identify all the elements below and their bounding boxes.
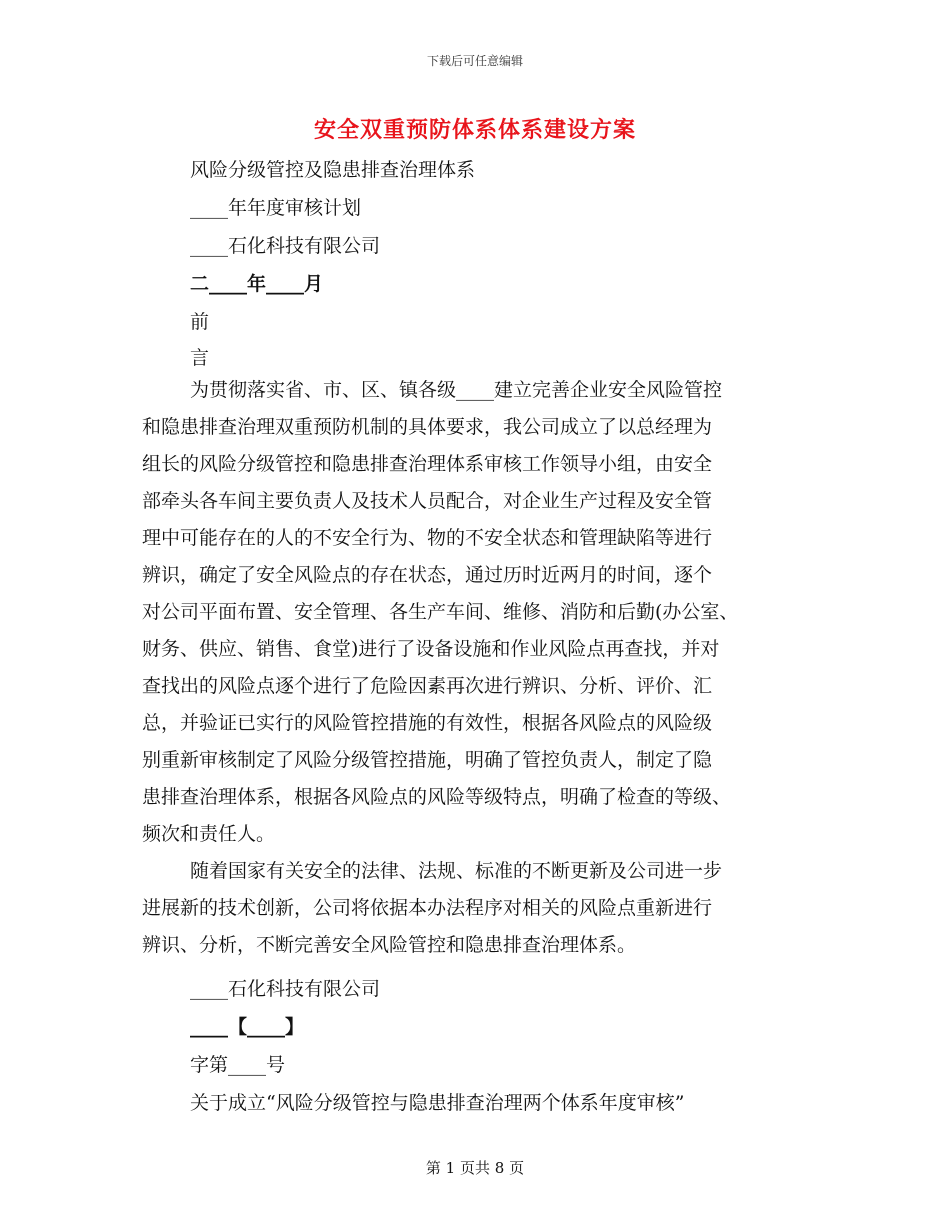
paragraph-line: 频次和责任人。	[142, 823, 276, 845]
paragraph-line: 随着国家有关安全的法律、法规、标准的不断更新及公司进一步	[190, 860, 723, 882]
page-footer: 第 1 页共 8 页	[425, 1159, 525, 1177]
preface-paragraph-1	[142, 372, 807, 853]
reference-number: 字第____号	[190, 1054, 286, 1076]
paragraph-line: 辨识，确定了安全风险点的存在状态，通过历时近两月的时间，逐个	[142, 564, 713, 586]
date-line: 二____年____月	[190, 273, 324, 295]
paragraph-line: 财务、供应、销售、食堂)进行了设备设施和作业风险点再查找，并对	[142, 638, 720, 660]
paragraph-line: 别重新审核制定了风险分级管控措施，明确了管控负责人，制定了隐	[142, 749, 713, 771]
paragraph-line: 为贯彻落实省、市、区、镇各级____建立完善企业安全风险管控	[190, 379, 723, 401]
subtitle-system: 风险分级管控及隐患排查治理体系	[190, 159, 476, 181]
paragraph-line: 辨识、分析，不断完善安全风险管控和隐患排查治理体系。	[142, 934, 637, 956]
subtitle-audit-plan: ____年年度审核计划	[190, 197, 362, 219]
subtitle-company: ____石化科技有限公司	[190, 235, 381, 257]
paragraph-line: 部牵头各车间主要负责人及技术人员配合，对企业生产过程及安全管	[142, 490, 713, 512]
page-header: 下载后可任意编辑	[426, 54, 523, 68]
signature-company: ____石化科技有限公司	[190, 978, 381, 1000]
paragraph-line: 和隐患排查治理双重预防机制的具体要求，我公司成立了以总经理为	[142, 416, 713, 438]
paragraph-line: 组长的风险分级管控和隐患排查治理体系审核工作领导小组，由安全	[142, 453, 713, 475]
paragraph-line: 查找出的风险点逐个进行了危险因素再次进行辨识、分析、评价、汇	[142, 675, 713, 697]
preface-char-1: 前	[190, 311, 210, 333]
paragraph-line: 对公司平面布置、安全管理、各生产车间、维修、消防和后勤(办公室、	[142, 601, 739, 623]
document-number: ____【____】	[190, 1016, 305, 1038]
paragraph-line: 进展新的技术创新，公司将依据本办法程序对相关的风险点重新进行	[142, 897, 713, 919]
document-title: 安全双重预防体系体系建设方案	[313, 117, 636, 143]
preface-char-2: 言	[190, 347, 210, 369]
preface-paragraph-2	[142, 853, 807, 964]
paragraph-line: 理中可能存在的人的不安全行为、物的不安全状态和管理缺陷等进行	[142, 527, 713, 549]
paragraph-line: 患排查治理体系，根据各风险点的风险等级特点，明确了检查的等级、	[142, 786, 732, 808]
notice-heading: 关于成立“风险分级管控与隐患排查治理两个体系年度审核”	[190, 1092, 685, 1114]
paragraph-line: 总，并验证已实行的风险管控措施的有效性，根据各风险点的风险级	[142, 712, 713, 734]
